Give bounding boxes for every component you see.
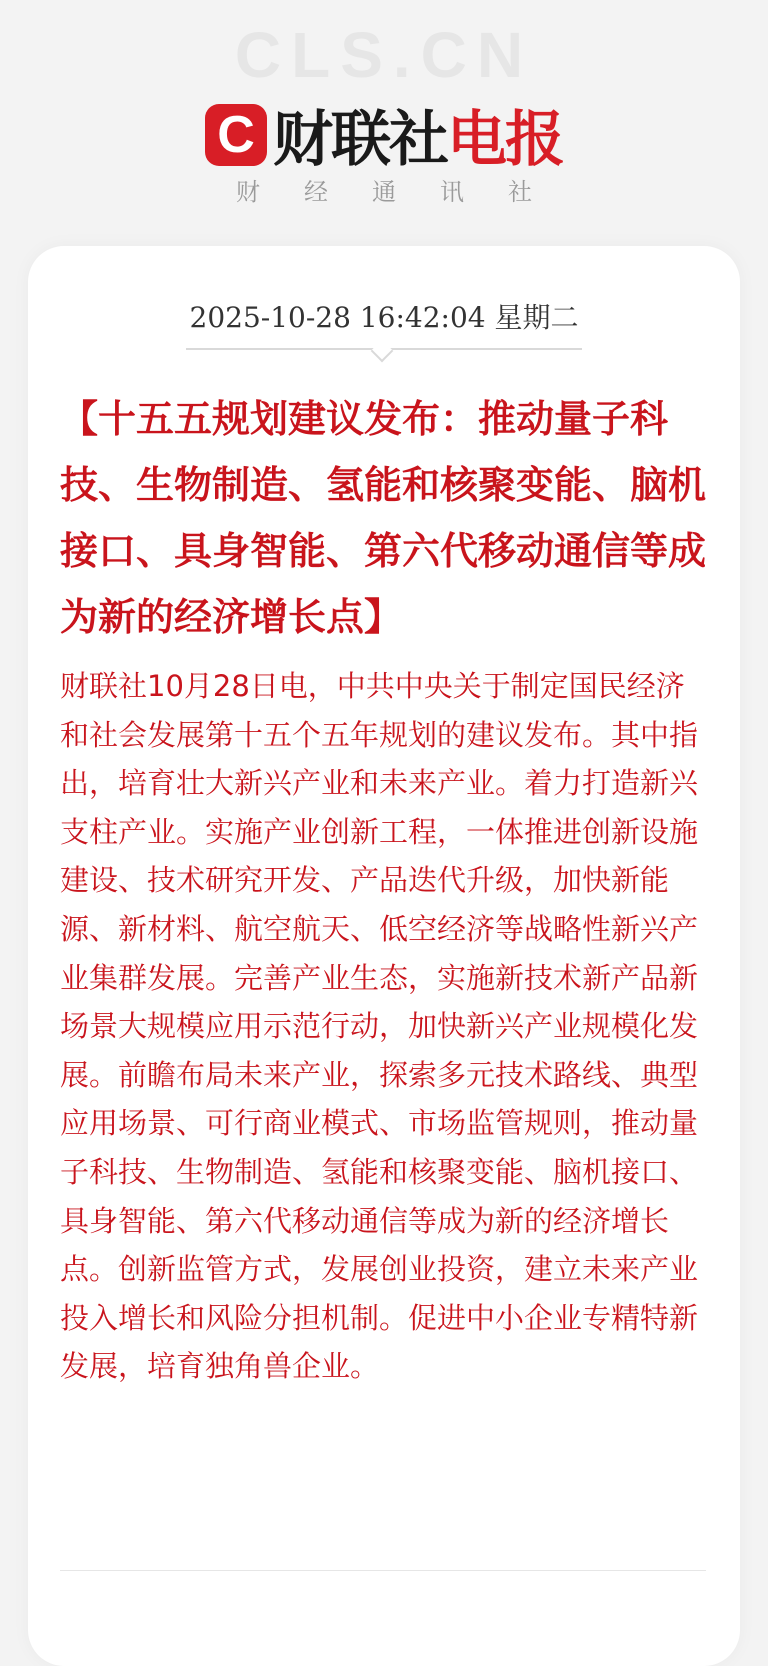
logo-mark: C [217, 106, 255, 164]
brand-suffix: 电报 [447, 105, 563, 175]
brand-name: 财联社 [273, 105, 447, 175]
logo-c-icon [205, 104, 267, 166]
article-headline: 【十五五规划建议发布：推动量子科技、生物制造、氢能和核聚变能、脑机接口、具身智能、第六代移动通信等成为新的经济增长点】 [60, 396, 707, 639]
tagline: 财经通讯社 [236, 178, 576, 206]
bottom-divider [60, 1570, 706, 1571]
watermark-text: CLS.CN [234, 19, 534, 91]
brand-logo [0, 92, 768, 178]
article-body: 财联社10月28日电，中共中央关于制定国民经济和社会发展第十五个五年规划的建议发布。其中指出，培育壮大新兴产业和未来产业。着力打造新兴支柱产业。实施产业创新工程，一体推进创新设施建设、技术研究开发、产品迭代升级，加快新能源、新材料、航空航天、低空经济等战略性新兴产业集群发展。完善产业生态，实施新技术新产品新场景大规模应用示范行动，加快新兴产业规模化发展。前瞻布局未来产业，探索多元技术路线、典型应用场景、可行商业模式、市场监管规则，推动量子科技、生物制造、氢能和核聚变能、脑机接口、具身智能、第六代移动通信等成为新的经济增长点。创新监管方式，发展创业投资，建立未来产业投入增长和风险分担机制。促进中小企业专精特新发展，培育独角兽企业。 [60, 669, 699, 1384]
publish-datetime: 2025-10-28 16:42:04 星期二 [189, 301, 579, 334]
